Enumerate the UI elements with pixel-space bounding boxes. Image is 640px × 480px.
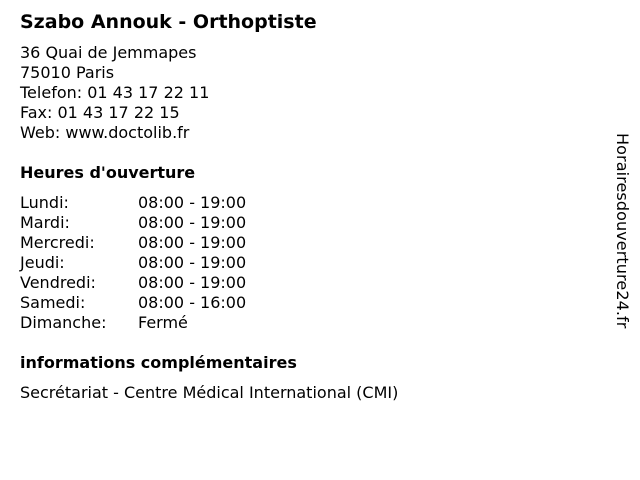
- opening-hours-heading: Heures d'ouverture: [20, 163, 196, 182]
- hours-row-sunday: [20, 313, 246, 333]
- hours-row-saturday: [20, 293, 246, 313]
- day-label: Mardi:: [20, 213, 70, 232]
- hours-row-wednesday: [20, 233, 246, 253]
- fax-number: Fax: 01 43 17 22 15: [20, 103, 180, 122]
- postal-city: 75010 Paris: [20, 63, 115, 82]
- day-hours: 08:00 - 19:00: [138, 233, 247, 252]
- website-link[interactable]: Web: www.doctolib.fr: [20, 123, 190, 142]
- hours-row-friday: [20, 273, 246, 293]
- phone-number[interactable]: Telefon: 01 43 17 22 11: [20, 83, 210, 102]
- day-label: Jeudi:: [20, 253, 65, 272]
- opening-hours-table: [20, 193, 246, 333]
- day-hours: 08:00 - 19:00: [138, 253, 247, 272]
- site-brand-vertical[interactable]: Horairesdouverture24.fr: [613, 133, 632, 329]
- day-label: Vendredi:: [20, 273, 96, 292]
- additional-info-heading: informations complémentaires: [20, 353, 297, 372]
- day-hours: 08:00 - 16:00: [138, 293, 247, 312]
- day-hours: Fermé: [138, 313, 188, 332]
- day-label: Lundi:: [20, 193, 69, 212]
- additional-info-text: Secrétariat - Centre Médical International (CMI): [20, 383, 399, 402]
- hours-row-thursday: [20, 253, 246, 273]
- business-card: [20, 10, 580, 403]
- hours-row-tuesday: [20, 213, 246, 233]
- address-block: [20, 43, 580, 143]
- day-hours: 08:00 - 19:00: [138, 213, 247, 232]
- day-hours: 08:00 - 19:00: [138, 193, 247, 212]
- day-hours: 08:00 - 19:00: [138, 273, 247, 292]
- day-label: Samedi:: [20, 293, 86, 312]
- day-label: Mercredi:: [20, 233, 95, 252]
- day-label: Dimanche:: [20, 313, 107, 332]
- hours-row-monday: [20, 193, 246, 213]
- street-address: 36 Quai de Jemmapes: [20, 43, 197, 62]
- business-name: Szabo Annouk - Orthoptiste: [20, 11, 317, 33]
